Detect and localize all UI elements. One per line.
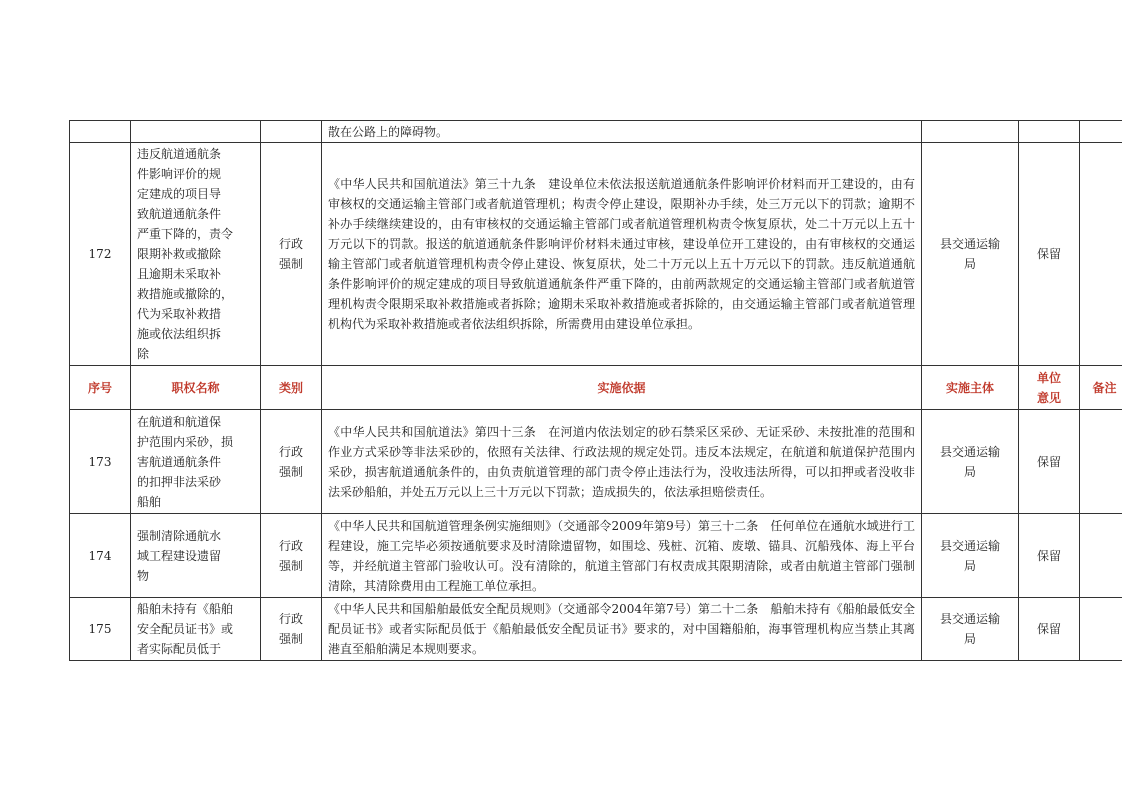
cell-no: 173 xyxy=(70,410,131,514)
cell-subject xyxy=(922,410,1019,514)
cell-type xyxy=(261,121,322,143)
type-line: 行政 xyxy=(278,538,303,553)
cell-subject xyxy=(922,121,1019,143)
cell-basis: 《中华人民共和国航道管理条例实施细则》（交通部令2009年第9号）第三十二条 任何单位在通航水域进行工程建设，施工完毕必须按通航要求及时清除遗留物，如围埝、残桩、沉箱、废墩、锚具、沉船残体、海上平台等，并经航道主管部门验收认可。没有清除的，航道主管部门有权责成其限期清除，或者由航道主管部门强制清除，其清除费用由工程施工单位承担。 xyxy=(322,514,922,598)
name-line: 域工程建设遗留 xyxy=(137,548,222,563)
name-line: 船舶未持有《船舶 xyxy=(137,602,234,616)
header-subject: 实施主体 xyxy=(922,366,1019,410)
cell-name xyxy=(131,143,261,366)
table-row-174 xyxy=(70,514,1122,598)
name-line: 的扣押非法采砂 xyxy=(137,474,222,489)
cell-no: 175 xyxy=(70,598,131,661)
subject-line: 县交通运输 xyxy=(939,237,1000,251)
name-line: 船舶 xyxy=(137,494,162,509)
subject-line: 局 xyxy=(963,257,976,271)
name-line: 且逾期未采取补 xyxy=(137,267,222,281)
name-line: 护范围内采砂，损 xyxy=(137,434,234,449)
cell-note xyxy=(1080,121,1122,143)
name-line: 者实际配员低于 xyxy=(137,642,222,656)
cell-note xyxy=(1080,143,1122,366)
cell-opinion: 保留 xyxy=(1019,143,1080,366)
cell-opinion: 保留 xyxy=(1019,598,1080,661)
table-row-173 xyxy=(70,410,1122,514)
header-name: 职权名称 xyxy=(131,366,261,410)
cell-basis: 散在公路上的障碍物。 xyxy=(322,121,922,143)
name-line: 害航道通航条件 xyxy=(137,454,222,469)
table-row-172 xyxy=(70,143,1122,366)
name-line: 违反航道通航条 xyxy=(137,147,222,161)
name-line: 件影响评价的规 xyxy=(137,167,222,181)
header-type: 类别 xyxy=(261,366,322,410)
name-line: 除 xyxy=(137,347,150,361)
subject-line: 局 xyxy=(963,464,976,479)
cell-basis: 《中华人民共和国航道法》第四十三条 在河道内依法划定的砂石禁采区采砂、无证采砂、未按批准的范围和作业方式采砂等非法采砂的，依照有关法律、行政法规的规定处罚。违反本法规定，在航道和航道保护范围内采砂，损害航道通航条件的，由负责航道管理的部门责令停止违法行为，没收违法所得，可以扣押或者没收非法采砂船舶，并处五万元以上三十万元以下罚款；造成损失的，依法承担赔偿责任。 xyxy=(322,410,922,514)
cell-name xyxy=(131,410,261,514)
table-header-row xyxy=(70,366,1122,410)
header-opinion-line: 意见 xyxy=(1036,390,1061,405)
cell-subject xyxy=(922,143,1019,366)
type-line: 强制 xyxy=(278,257,303,271)
cell-opinion xyxy=(1019,121,1080,143)
name-line: 救措施或撤除的， xyxy=(137,287,234,301)
cell-name xyxy=(131,598,261,661)
subject-line: 县交通运输 xyxy=(939,538,1000,553)
cell-opinion: 保留 xyxy=(1019,410,1080,514)
cell-type xyxy=(261,410,322,514)
name-line: 物 xyxy=(137,568,150,583)
subject-line: 局 xyxy=(963,558,976,573)
cell-no xyxy=(70,121,131,143)
name-line: 安全配员证书》或 xyxy=(137,622,234,636)
type-line: 强制 xyxy=(278,558,303,573)
header-no: 序号 xyxy=(70,366,131,410)
name-line: 强制清除通航水 xyxy=(137,528,222,543)
subject-line: 县交通运输 xyxy=(939,444,1000,459)
cell-note xyxy=(1080,598,1122,661)
cell-type xyxy=(261,514,322,598)
header-opinion-line: 单位 xyxy=(1036,370,1061,385)
cell-note xyxy=(1080,410,1122,514)
type-line: 行政 xyxy=(278,612,303,626)
type-line: 行政 xyxy=(278,237,303,251)
cell-name xyxy=(131,121,261,143)
cell-subject xyxy=(922,598,1019,661)
cell-basis: 《中华人民共和国航道法》第三十九条 建设单位未依法报送航道通航条件影响评价材料而开工建设的，由有审核权的交通运输主管部门或者航道管理机；构责令停止建设，限期补办手续，处三万元以下的罚款；逾期不补办手续继续建设的，由有审核权的交通运输主管部门或者航道管理机构责令恢复原状，处二十万元以上五十万元以下的罚款。报送的航道通航条件影响评价材料未通过审核，建设单位开工建设的，由有审核权的交通运输主管部门或者航道管理机构责令停止建设、恢复原状，处二十万元以上五十万元以下的罚款。违反航道通航条件影响评价的规定建成的项目导致航道通航条件严重下降的，由前两款规定的交通运输主管部门或者航道管理机构责令限期采取补救措施或者拆除；逾期未采取补救措施或者拆除的，由交通运输主管部门或者航道管理机构代为采取补救措施或者依法组织拆除，所需费用由建设单位承担。 xyxy=(322,143,922,366)
name-line: 限期补救或撤除 xyxy=(137,247,222,261)
subject-line: 局 xyxy=(963,632,976,646)
name-line: 代为采取补救措 xyxy=(137,307,222,321)
type-line: 强制 xyxy=(278,464,303,479)
header-opinion xyxy=(1019,366,1080,410)
name-line: 施或依法组织拆 xyxy=(137,327,222,341)
subject-line: 县交通运输 xyxy=(939,612,1000,626)
cell-subject xyxy=(922,514,1019,598)
type-line: 强制 xyxy=(278,632,303,646)
cell-name xyxy=(131,514,261,598)
name-line: 致航道通航条件 xyxy=(137,207,222,221)
type-line: 行政 xyxy=(278,444,303,459)
table-row-continued xyxy=(70,121,1122,143)
header-note: 备注 xyxy=(1080,366,1122,410)
cell-no: 174 xyxy=(70,514,131,598)
authority-table xyxy=(69,120,1122,661)
cell-basis: 《中华人民共和国船舶最低安全配员规则》（交通部令2004年第7号）第二十二条 船舶未持有《船舶最低安全配员证书》或者实际配员低于《船舶最低安全配员证书》要求的，对中国籍船舶，海事管理机构应当禁止其离港直至船舶满足本规则要求。 xyxy=(322,598,922,661)
name-line: 严重下降的，责令 xyxy=(137,227,234,241)
cell-type xyxy=(261,143,322,366)
name-line: 定建成的项目导 xyxy=(137,187,222,201)
cell-opinion: 保留 xyxy=(1019,514,1080,598)
cell-no: 172 xyxy=(70,143,131,366)
cell-type xyxy=(261,598,322,661)
cell-note xyxy=(1080,514,1122,598)
name-line: 在航道和航道保 xyxy=(137,414,222,429)
header-basis: 实施依据 xyxy=(322,366,922,410)
table-row-175 xyxy=(70,598,1122,661)
